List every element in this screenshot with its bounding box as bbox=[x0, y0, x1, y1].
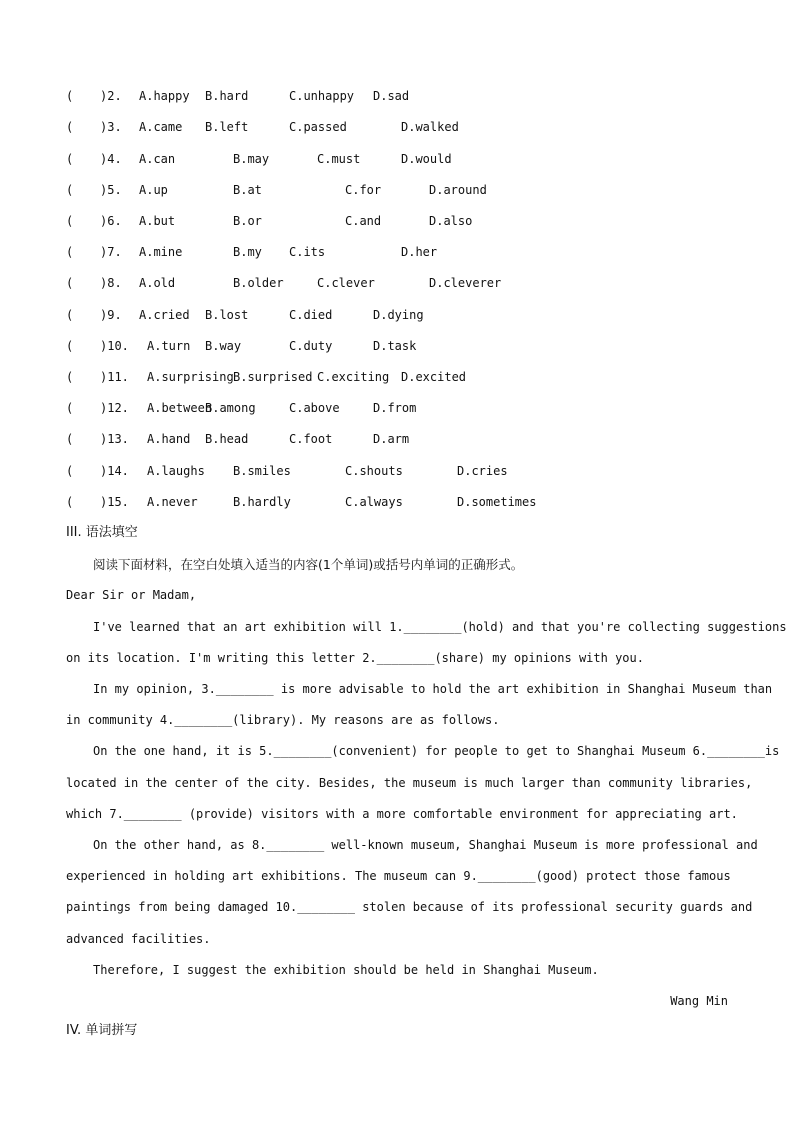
option-c: C.shouts bbox=[345, 464, 403, 478]
option-b: B.at bbox=[233, 183, 262, 197]
answer-paren: ( bbox=[66, 370, 74, 384]
letter-line: On the other hand, as 8.________ well-known museum, Shanghai Museum is more professional and bbox=[93, 838, 758, 852]
option-b: B.or bbox=[233, 214, 262, 228]
letter-line: Therefore, I suggest the exhibition should be held in Shanghai Museum. bbox=[93, 963, 599, 977]
option-d: D.walked bbox=[401, 120, 459, 134]
option-b: B.may bbox=[233, 152, 270, 166]
option-c: C.unhappy bbox=[289, 89, 355, 103]
option-a: A.cried bbox=[139, 308, 190, 322]
section-heading-grammar: III. 语法填空 bbox=[66, 525, 138, 540]
question-number: )12. bbox=[100, 401, 129, 415]
letter-line: in community 4.________(library). My reasons are as follows. bbox=[66, 713, 500, 727]
option-d: D.excited bbox=[401, 370, 467, 384]
question-number: )6. bbox=[100, 214, 122, 228]
option-a: A.up bbox=[139, 183, 168, 197]
option-a: A.old bbox=[139, 276, 176, 290]
answer-paren: ( bbox=[66, 464, 74, 478]
option-a: A.laughs bbox=[147, 464, 205, 478]
question-number: )4. bbox=[100, 152, 122, 166]
option-c: C.foot bbox=[289, 432, 333, 446]
option-d: D.would bbox=[401, 152, 452, 166]
option-b: B.older bbox=[233, 276, 284, 290]
option-b: B.my bbox=[233, 245, 262, 259]
option-b: B.way bbox=[205, 339, 242, 353]
section-heading-spelling: IV. 单词拼写 bbox=[66, 1023, 138, 1038]
letter-line: experienced in holding art exhibitions. The museum can 9.________(good) protect those famous bbox=[66, 869, 731, 883]
option-a: A.happy bbox=[139, 89, 190, 103]
option-b: B.among bbox=[205, 401, 256, 415]
option-a: A.but bbox=[139, 214, 176, 228]
option-b: B.lost bbox=[205, 308, 249, 322]
option-b: B.left bbox=[205, 120, 249, 134]
option-b: B.hardly bbox=[233, 495, 291, 509]
letter-line: which 7.________ (provide) visitors with a more comfortable environment for appreciating art. bbox=[66, 807, 738, 821]
option-d: D.sad bbox=[373, 89, 410, 103]
letter-line: located in the center of the city. Besides, the museum is much larger than community libraries, bbox=[66, 776, 753, 790]
answer-paren: ( bbox=[66, 214, 74, 228]
option-d: D.arm bbox=[373, 432, 410, 446]
option-c: C.duty bbox=[289, 339, 333, 353]
question-number: )11. bbox=[100, 370, 129, 384]
question-number: )5. bbox=[100, 183, 122, 197]
option-d: D.also bbox=[429, 214, 473, 228]
answer-paren: ( bbox=[66, 432, 74, 446]
option-d: D.cleverer bbox=[429, 276, 502, 290]
question-number: )8. bbox=[100, 276, 122, 290]
letter-line: advanced facilities. bbox=[66, 932, 211, 946]
option-c: C.and bbox=[345, 214, 382, 228]
answer-paren: ( bbox=[66, 245, 74, 259]
option-c: C.passed bbox=[289, 120, 347, 134]
question-number: )15. bbox=[100, 495, 129, 509]
option-c: C.clever bbox=[317, 276, 375, 290]
answer-paren: ( bbox=[66, 183, 74, 197]
option-d: D.dying bbox=[373, 308, 424, 322]
question-number: )10. bbox=[100, 339, 129, 353]
answer-paren: ( bbox=[66, 120, 74, 134]
option-c: C.always bbox=[345, 495, 403, 509]
option-d: D.sometimes bbox=[457, 495, 537, 509]
question-number: )13. bbox=[100, 432, 129, 446]
answer-paren: ( bbox=[66, 339, 74, 353]
question-number: )9. bbox=[100, 308, 122, 322]
option-c: C.for bbox=[345, 183, 382, 197]
option-c: C.its bbox=[289, 245, 326, 259]
option-a: A.hand bbox=[147, 432, 191, 446]
option-d: D.around bbox=[429, 183, 487, 197]
question-number: )2. bbox=[100, 89, 122, 103]
option-a: A.mine bbox=[139, 245, 183, 259]
option-a: A.never bbox=[147, 495, 198, 509]
question-number: )7. bbox=[100, 245, 122, 259]
option-b: B.smiles bbox=[233, 464, 291, 478]
option-a: A.can bbox=[139, 152, 176, 166]
question-number: )14. bbox=[100, 464, 129, 478]
option-b: B.head bbox=[205, 432, 249, 446]
answer-paren: ( bbox=[66, 308, 74, 322]
answer-paren: ( bbox=[66, 89, 74, 103]
question-number: )3. bbox=[100, 120, 122, 134]
option-a: A.came bbox=[139, 120, 183, 134]
option-a: A.turn bbox=[147, 339, 191, 353]
option-c: C.must bbox=[317, 152, 361, 166]
instruction-text: 阅读下面材料，在空白处填入适当的内容(1个单词)或括号内单词的正确形式。 bbox=[93, 557, 524, 572]
option-b: B.hard bbox=[205, 89, 249, 103]
letter-line: paintings from being damaged 10.________ stolen because of its professional security guards and bbox=[66, 900, 753, 914]
option-d: D.her bbox=[401, 245, 438, 259]
letter-line: on its location. I'm writing this letter 2.________(share) my opinions with you. bbox=[66, 651, 644, 665]
letter-line: I've learned that an art exhibition will 1.________(hold) and that you're collecting suggestions bbox=[93, 620, 787, 634]
answer-paren: ( bbox=[66, 401, 74, 415]
option-d: D.cries bbox=[457, 464, 508, 478]
option-d: D.from bbox=[373, 401, 417, 415]
option-a: A.between bbox=[147, 401, 213, 415]
letter-signature: Wang Min bbox=[670, 994, 728, 1008]
option-b: B.surprised bbox=[233, 370, 313, 384]
answer-paren: ( bbox=[66, 152, 74, 166]
option-c: C.above bbox=[289, 401, 340, 415]
option-c: C.exciting bbox=[317, 370, 390, 384]
option-a: A.surprising bbox=[147, 370, 234, 384]
answer-paren: ( bbox=[66, 276, 74, 290]
option-d: D.task bbox=[373, 339, 417, 353]
letter-greeting: Dear Sir or Madam, bbox=[66, 588, 197, 602]
letter-line: In my opinion, 3.________ is more advisable to hold the art exhibition in Shanghai Museum than bbox=[93, 682, 773, 696]
answer-paren: ( bbox=[66, 495, 74, 509]
letter-line: On the one hand, it is 5.________(convenient) for people to get to Shanghai Museum 6.________is bbox=[93, 744, 780, 758]
option-c: C.died bbox=[289, 308, 333, 322]
